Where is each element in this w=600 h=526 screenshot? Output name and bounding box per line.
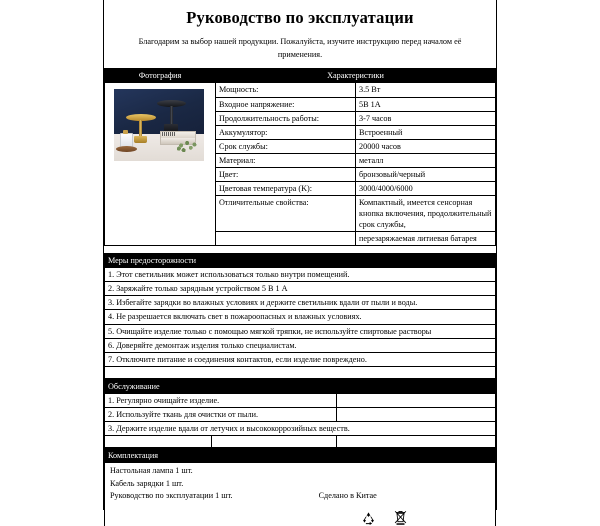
package-header-filler-2: [337, 448, 496, 462]
product-photo: [114, 89, 204, 161]
precaution-item: 2. Заряжайте только зарядным устройством 5 В 1 А: [105, 282, 496, 296]
precaution-row: [105, 310, 496, 324]
gold-lamp-base: [134, 136, 147, 143]
package-body-row: [105, 463, 496, 526]
spec-value: 3000/4000/6000: [356, 181, 496, 195]
maintenance-spacer-row: [105, 435, 496, 447]
spec-label: Продолжительность работы:: [216, 111, 356, 125]
spec-label: Материал:: [216, 153, 356, 167]
precautions-spacer-row: [105, 366, 496, 378]
compliance-marks: [108, 503, 492, 526]
photo-plant: [174, 139, 198, 155]
precaution-item: 1. Этот светильник может использоваться только внутри помещений.: [105, 268, 496, 282]
precaution-item: 5. Очищайте изделие только с помощью мягкой тряпки, не используйте спиртовые растворы: [105, 324, 496, 338]
maintenance-item-filler: [337, 393, 496, 407]
spec-label: Входное напряжение:: [216, 97, 356, 111]
spec-header-row: [105, 69, 496, 83]
spec-value: 5В 1А: [356, 97, 496, 111]
spec-value: Встроенный: [356, 125, 496, 139]
spec-value: 3.5 Вт: [356, 83, 496, 97]
photo-book-text: [162, 132, 175, 136]
package-body-cell: [105, 463, 496, 526]
made-in-label: Сделано в Китае: [319, 490, 377, 503]
specifications-table: [104, 68, 496, 246]
maintenance-header-row: [105, 379, 496, 393]
precaution-item: 4. Не разрешается включать свет в пожароопасных и влажных условиях.: [105, 310, 496, 324]
spec-value: металл: [356, 153, 496, 167]
maintenance-spacer-cell-3: [337, 435, 496, 447]
maintenance-spacer-cell-2: [212, 435, 337, 447]
maintenance-item-filler: [337, 407, 496, 421]
maintenance-header-filler-1: [212, 379, 337, 393]
product-photo-cell: [105, 83, 216, 246]
precaution-row: [105, 268, 496, 282]
package-item: Настольная лампа 1 шт.: [108, 465, 492, 478]
page-title: Руководство по эксплуатации: [110, 9, 490, 28]
spec-label: [216, 232, 356, 246]
precaution-row: [105, 296, 496, 310]
spec-label: Срок службы:: [216, 139, 356, 153]
package-item-with-origin: [108, 490, 492, 503]
spec-label: Цвет:: [216, 167, 356, 181]
precaution-row: [105, 352, 496, 366]
maintenance-table: [104, 379, 496, 448]
document-page: [103, 0, 497, 510]
precautions-header: Меры предосторожности: [105, 254, 330, 268]
spec-header-photo: Фотография: [105, 69, 216, 83]
package-header-filler-1: [212, 448, 337, 462]
precautions-header-row: [105, 254, 496, 268]
maintenance-item: 1. Регулярно очищайте изделие.: [105, 393, 337, 407]
precaution-item: 3. Избегайте зарядки во влажных условиях и держите светильник вдали от пыли и воды.: [105, 296, 496, 310]
maintenance-header-filler-2: [337, 379, 496, 393]
spec-value: Компактный, имеется сенсорная кнопка включения, продолжительный срок службы,: [356, 195, 496, 231]
recycling-icon: [361, 513, 378, 522]
maintenance-item: 2. Используйте ткань для очистки от пыли.: [105, 407, 337, 421]
precaution-item: 7. Отключите питание и соединения контактов, если изделие повреждено.: [105, 352, 496, 366]
package-item: Кабель зарядки 1 шт.: [108, 478, 492, 491]
maintenance-row: [105, 407, 496, 421]
spec-value: 3-7 часов: [356, 111, 496, 125]
maintenance-header: Обслуживание: [105, 379, 212, 393]
package-header: Комплектация: [105, 448, 212, 462]
photo-backdrop: [114, 89, 204, 136]
weee-bin-icon: [393, 513, 408, 522]
maintenance-item: 3. Держите изделие вдали от летучих и высококоррозийных веществ.: [105, 421, 496, 435]
package-item: Руководство по эксплуатации 1 шт.: [110, 491, 233, 500]
section-gap: [104, 246, 496, 253]
package-header-row: [105, 448, 496, 462]
spec-value: бронзовый/черный: [356, 167, 496, 181]
package-table: [104, 448, 496, 526]
spec-label: Мощность:: [216, 83, 356, 97]
spec-label: Отличительные свойства:: [216, 195, 356, 231]
precautions-table: [104, 253, 496, 379]
precaution-item: 6. Доверяйте демонтаж изделия только специалистам.: [105, 338, 496, 352]
maintenance-row: [105, 393, 496, 407]
precautions-header-filler: [330, 254, 496, 268]
precaution-row: [105, 324, 496, 338]
photo-bottle-cap: [123, 130, 128, 134]
maintenance-row: [105, 421, 496, 435]
spec-value: перезаряжаемая литиевая батарея: [356, 232, 496, 246]
precaution-row: [105, 338, 496, 352]
page-subtitle: Благодарим за выбор нашей продукции. Пожалуйста, изучите инструкцию перед началом её применения.: [118, 36, 482, 61]
spec-label: Цветовая температура (K):: [216, 181, 356, 195]
precautions-spacer-cell: [105, 366, 496, 378]
spec-value: 20000 часов: [356, 139, 496, 153]
spec-row: [105, 83, 496, 97]
spec-header-specs: Характеристики: [216, 69, 496, 83]
spec-label: Аккумулятор:: [216, 125, 356, 139]
precaution-row: [105, 282, 496, 296]
maintenance-spacer-cell-1: [105, 435, 212, 447]
